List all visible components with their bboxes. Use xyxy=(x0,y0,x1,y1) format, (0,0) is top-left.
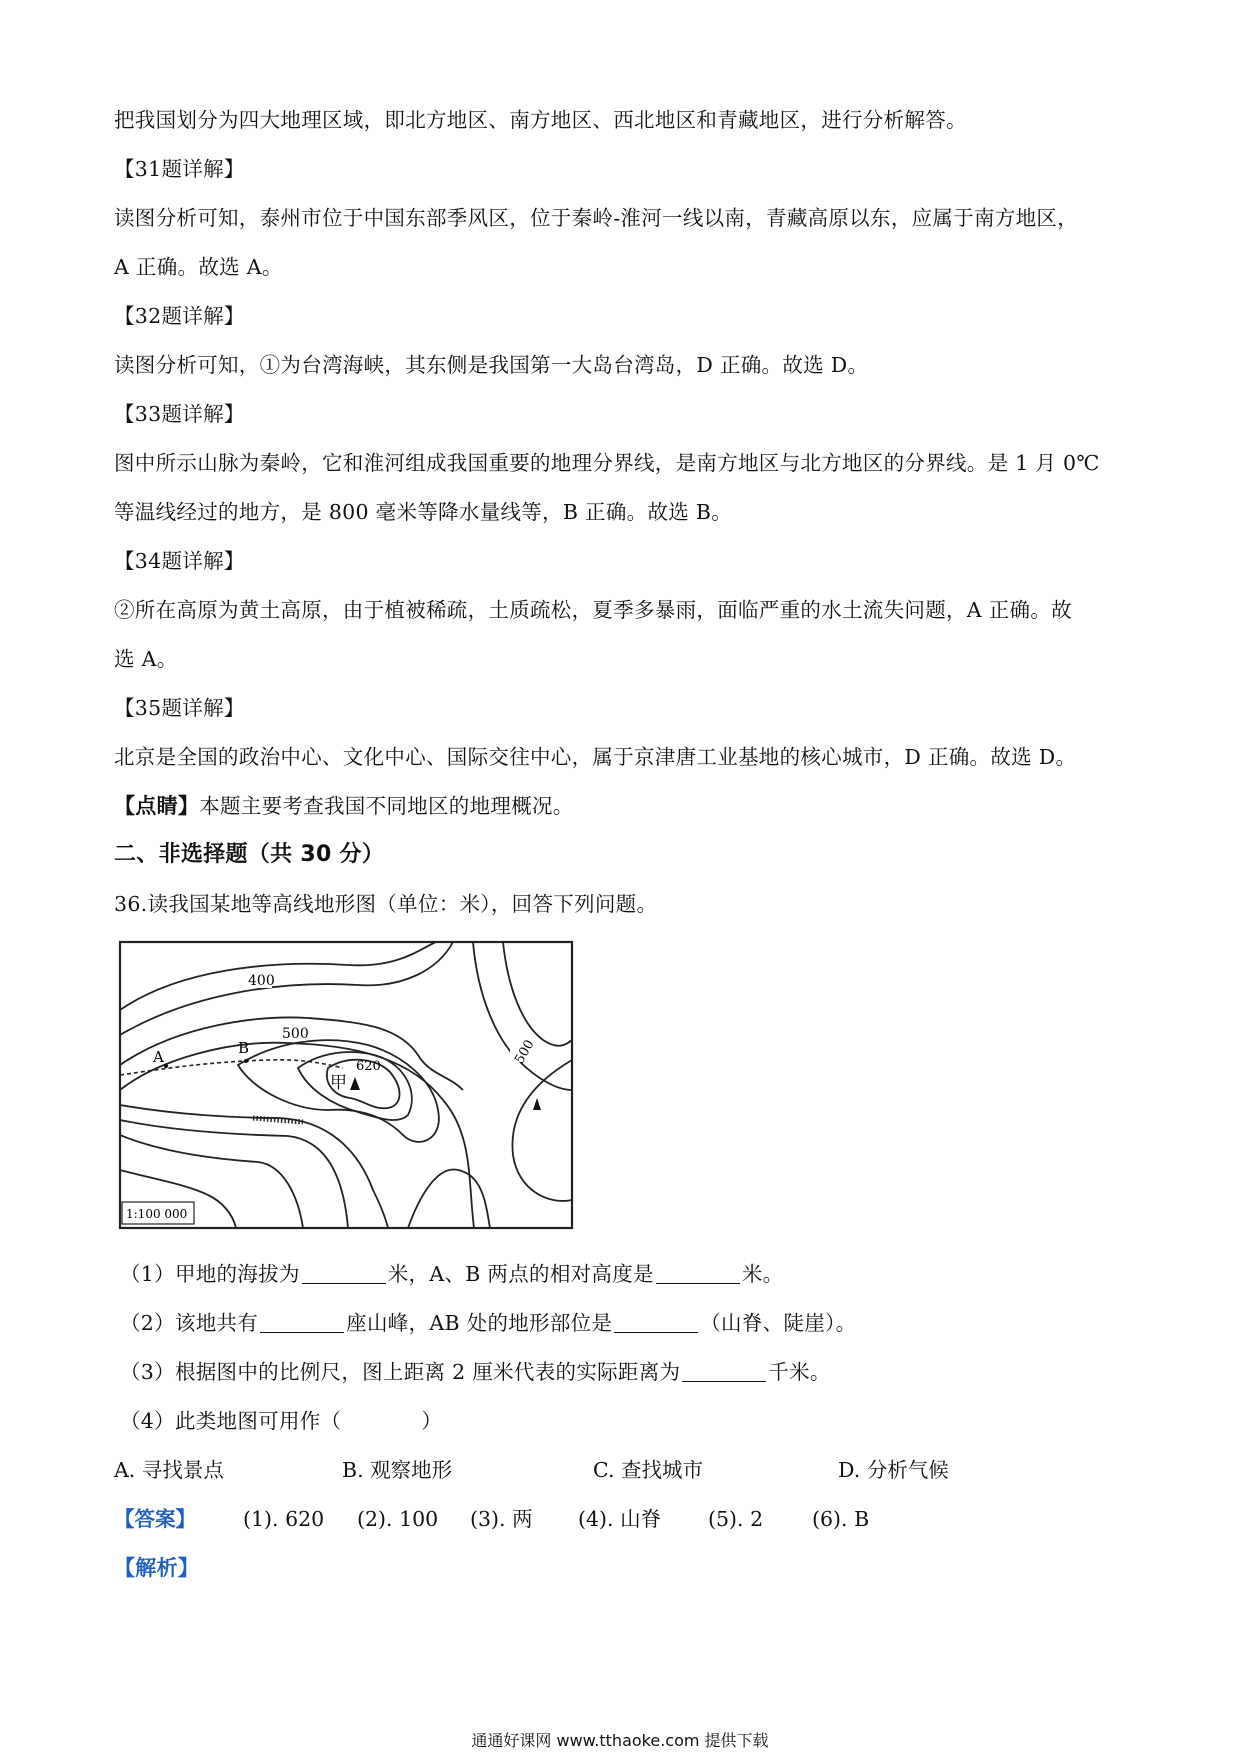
heading-33: 【33题详解】 xyxy=(114,402,245,426)
note-text: 本题主要考查我国不同地区的地理概况。 xyxy=(199,794,574,818)
contour-label-500-right: 500 xyxy=(512,1037,538,1067)
q2-text-c: （山脊、陡崖）。 xyxy=(700,1311,857,1335)
heading-31: 【31题详解】 xyxy=(114,157,245,181)
q4-text-b: ） xyxy=(421,1409,443,1433)
q2-text-a: （2）该地共有 xyxy=(120,1311,259,1335)
section-title: 二、非选择题（共 30 分） xyxy=(114,842,385,867)
answer-1: (1). 620 xyxy=(243,1507,325,1531)
peak-east-icon xyxy=(533,1098,541,1110)
heading-32: 【32题详解】 xyxy=(114,304,245,328)
contour-label-500: 500 xyxy=(282,1026,309,1042)
footer-text: 通通好课网 www.tthaoke.com 提供下载 xyxy=(471,1731,769,1750)
q1-text-c: 米。 xyxy=(741,1262,784,1286)
note-tag: 【点睛】 xyxy=(114,794,200,818)
note-line xyxy=(114,792,574,820)
answer-blank-2[interactable] xyxy=(656,1263,740,1284)
para-35: 北京是全国的政治中心、文化中心、国际交往中心，属于京津唐工业基地的核心城市，D 正确。故选 D。 xyxy=(114,745,1077,769)
option-a[interactable]: A. 寻找景点 xyxy=(114,1458,224,1482)
q3-text-b: 千米。 xyxy=(768,1360,831,1384)
analysis-tag: 【解析】 xyxy=(114,1556,200,1580)
subquestion-1 xyxy=(120,1260,783,1288)
label-b: B xyxy=(238,1039,250,1057)
answer-3: (3). 两 xyxy=(470,1507,533,1531)
option-d[interactable]: D. 分析气候 xyxy=(838,1458,949,1482)
para-32: 读图分析可知，①为台湾海峡，其东侧是我国第一大岛台湾岛，D 正确。故选 D。 xyxy=(114,353,869,377)
para-33-b: 等温线经过的地方，是 800 毫米等降水量线等，B 正确。故选 B。 xyxy=(114,500,733,524)
answer-tag: 【答案】 xyxy=(114,1507,196,1531)
q1-text-a: （1）甲地的海拔为 xyxy=(120,1262,300,1286)
point-b-marker xyxy=(244,1059,248,1063)
option-b[interactable]: B. 观察地形 xyxy=(342,1458,453,1482)
answer-blank-5[interactable] xyxy=(682,1361,766,1382)
q4-text-a: （4）此类地图可用作（ xyxy=(120,1409,342,1433)
para-31-b: A 正确。故选 A。 xyxy=(114,255,283,279)
answer-5: (5). 2 xyxy=(708,1507,764,1531)
label-a: A xyxy=(153,1048,164,1066)
contour-map xyxy=(118,940,576,1232)
answer-4: (4). 山脊 xyxy=(578,1507,662,1531)
peak-jia-icon xyxy=(350,1077,360,1090)
point-a-marker xyxy=(164,1064,168,1068)
answer-blank-3[interactable] xyxy=(260,1312,344,1333)
answer-2: (2). 100 xyxy=(357,1507,439,1531)
subquestion-3 xyxy=(120,1358,831,1386)
q3-text-a: （3）根据图中的比例尺，图上距离 2 厘米代表的实际距离为 xyxy=(120,1360,681,1384)
subquestion-4 xyxy=(120,1407,442,1435)
doc-line-1: 把我国划分为四大地理区域，即北方地区、南方地区、西北地区和青藏地区，进行分析解答。 xyxy=(114,108,967,132)
para-34-a: ②所在高原为黄土高原，由于植被稀疏，土质疏松，夏季多暴雨，面临严重的水土流失问题，A 正确。故 xyxy=(114,598,1072,622)
subquestion-2 xyxy=(120,1309,856,1337)
heading-35: 【35题详解】 xyxy=(114,696,245,720)
para-31-a: 读图分析可知，泰州市位于中国东部季风区，位于秦岭-淮河一线以南，青藏高原以东，应属于南方地区， xyxy=(114,206,1079,230)
contour-label-400: 400 xyxy=(248,973,275,989)
q2-text-b: 座山峰，AB 处的地形部位是 xyxy=(346,1311,613,1335)
question-36: 36.读我国某地等高线地形图（单位：米），回答下列问题。 xyxy=(114,892,658,916)
label-jia: 甲 xyxy=(330,1073,347,1093)
q1-text-b: 米，A、B 两点的相对高度是 xyxy=(387,1262,654,1286)
cliff-hatch xyxy=(253,1118,303,1122)
para-33-a: 图中所示山脉为秦岭，它和淮河组成我国重要的地理分界线，是南方地区与北方地区的分界线。是 1 月 0℃ xyxy=(114,451,1100,475)
heading-34: 【34题详解】 xyxy=(114,549,245,573)
para-34-b: 选 A。 xyxy=(114,647,178,671)
option-c[interactable]: C. 查找城市 xyxy=(593,1458,703,1482)
answer-blank-1[interactable] xyxy=(302,1263,386,1284)
answer-blank-4[interactable] xyxy=(614,1312,698,1333)
elevation-label-620: 620 xyxy=(356,1059,381,1074)
answer-6: (6). B xyxy=(812,1507,870,1531)
scale-label: 1:100 000 xyxy=(126,1207,188,1221)
